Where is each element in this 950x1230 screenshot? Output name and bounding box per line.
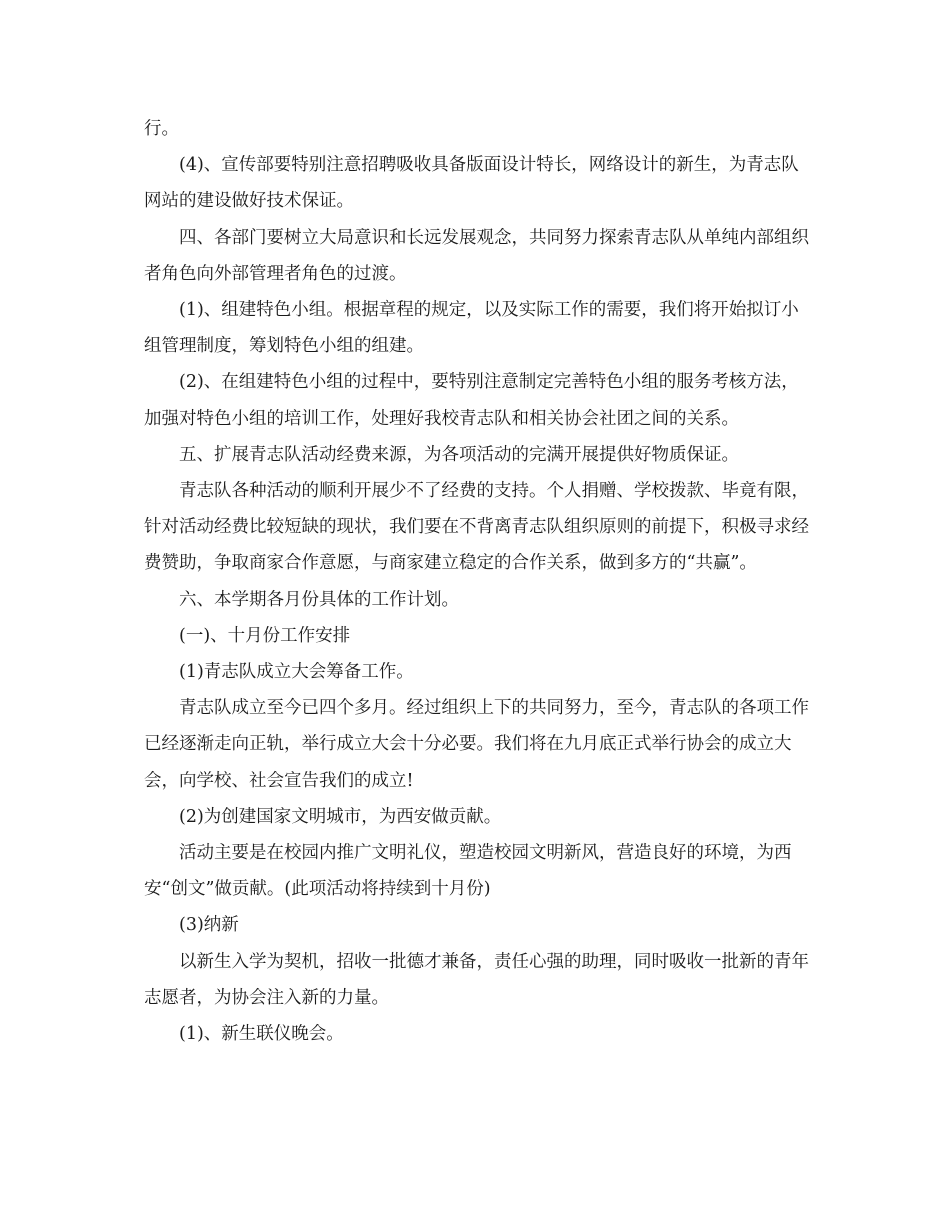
paragraph: 五、扩展青志队活动经费来源，为各项活动的完满开展提供好物质保证。 [179, 444, 739, 465]
document-body [144, 111, 809, 1052]
paragraph: (1)、组建特色小组。根据章程的规定，以及实际工作的需要，我们将开始拟订小组管理制度，筹划特色小组的组建。 [144, 300, 799, 357]
paragraph: (2)、在组建特色小组的过程中，要特别注意制定完善特色小组的服务考核方法，加强对特色小组的培训工作，处理好我校青志队和相关协会社团之间的关系。 [144, 372, 799, 429]
paragraph: 六、本学期各月份具体的工作计划。 [179, 589, 459, 610]
paragraph: (1)、新生联仪晚会。 [179, 1024, 344, 1045]
paragraph: 青志队成立至今已四个多月。经过组织上下的共同努力，至今，青志队的各项工作已经逐渐走向正轨，举行成立大会十分必要。我们将在九月底正式举行协会的成立大会，向学校、社会宣告我们的成立! [144, 698, 809, 791]
paragraph: (1)青志队成立大会筹备工作。 [179, 662, 414, 683]
paragraph: 以新生入学为契机，招收一批德才兼备，责任心强的助理，同时吸收一批新的青年志愿者，为协会注入新的力量。 [144, 951, 809, 1008]
paragraph: (4)、宣传部要特别注意招聘吸收具备版面设计特长，网络设计的新生，为青志队网站的建设做好技术保证。 [144, 155, 799, 212]
paragraph: 活动主要是在校园内推广文明礼仪，塑造校园文明新风，营造良好的环境，为西安“创文”做贡献。(此项活动将持续到十月份) [144, 843, 792, 900]
paragraph: (3)纳新 [179, 915, 239, 936]
paragraph: (2)为创建国家文明城市，为西安做贡献。 [179, 806, 502, 827]
paragraph: 青志队各种活动的顺利开展少不了经费的支持。个人捐赠、学校拨款、毕竟有限，针对活动经费比较短缺的现状，我们要在不背离青志队组织原则的前提下，积极寻求经费赞助，争取商家合作意愿，与商家建立稳定的合作关系，做到多方的“共赢”。 [144, 481, 809, 574]
paragraph: 行。 [144, 119, 179, 139]
paragraph: (一)、十月份工作安排 [179, 625, 351, 646]
paragraph: 四、各部门要树立大局意识和长远发展观念，共同努力探索青志队从单纯内部组织者角色向外部管理者角色的过渡。 [144, 227, 809, 284]
